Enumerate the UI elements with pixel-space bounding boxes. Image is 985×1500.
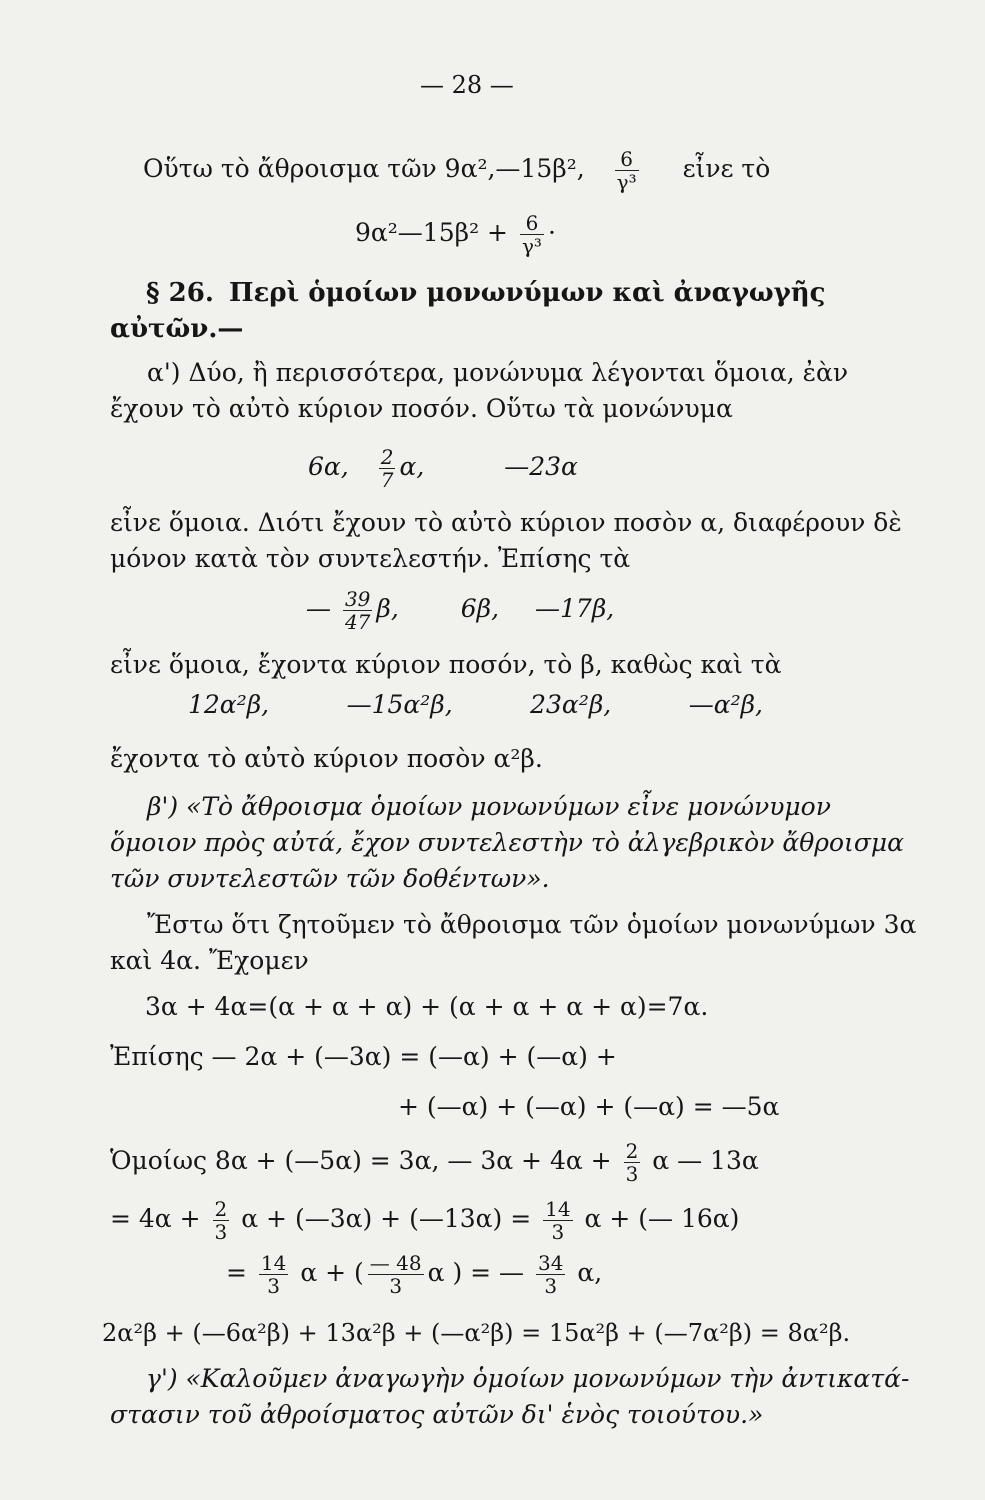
- text-line: εἶνε ὅμοια, ἔχοντα κύριον ποσόν, τὸ β, καθὼς καὶ τὰ: [110, 650, 782, 679]
- equation-text: α + (: [300, 1258, 364, 1287]
- formula-text: —: [306, 594, 331, 623]
- formula: [306, 588, 614, 633]
- fraction: $\frac{2}{3}$: [625, 1139, 639, 1186]
- section-number: § 26.: [146, 278, 214, 308]
- rule-text: γ') «Καλοῦμεν ἀναγωγὴν ὁμοίων μονωνύμων τὴν ἀντικατά-: [146, 1364, 910, 1393]
- rule-text: στασιν τοῦ ἀθροίσματος αὐτῶν δι' ἑνὸς τοιούτου.»: [110, 1400, 764, 1429]
- formula: [355, 212, 556, 257]
- fraction: $\frac{2}{7}$: [380, 445, 394, 492]
- equation-text: α — 13α: [652, 1146, 759, 1175]
- equation-text: Ὁμοίως 8α + (—5α) = 3α, — 3α + 4α +: [110, 1146, 612, 1175]
- rule-text: τῶν συντελεστῶν τῶν δοθέντων».: [110, 864, 550, 893]
- equation-text: α + (—3α) + (—13α) =: [241, 1204, 532, 1233]
- text-line: [143, 148, 770, 193]
- text-line: εἶνε ὅμοια. Διότι ἔχουν τὸ αὐτὸ κύριον ποσὸν α, διαφέρουν δὲ: [110, 508, 902, 537]
- equation: [226, 1252, 602, 1297]
- text-line: μόνον κατὰ τὸν συντελεστήν. Ἐπίσης τὰ: [110, 544, 631, 573]
- section-title-continued: αὐτῶν.—: [110, 314, 244, 344]
- formula-text: α,: [399, 452, 425, 481]
- equation: Ἐπίσης — 2α + (—3α) = (—α) + (—α) +: [110, 1042, 617, 1071]
- fraction: $\frac{34}{3}$: [538, 1251, 564, 1298]
- formula-text: ·: [547, 218, 556, 247]
- text: εἶνε τὸ: [682, 154, 771, 183]
- equation: 3α + 4α=(α + α + α) + (α + α + α + α)=7α.: [145, 992, 709, 1021]
- text: Οὕτω τὸ ἄθροισμα τῶν 9α²,—15β²,: [143, 154, 585, 183]
- formula-text: β,: [376, 594, 399, 623]
- equation: [110, 1198, 739, 1243]
- formula-text: —α²β,: [688, 690, 763, 719]
- formula-text: —15α²β,: [346, 690, 453, 719]
- fraction: $\frac{— 48}{3}$: [369, 1251, 422, 1298]
- formula: [308, 446, 578, 491]
- equation: + (—α) + (—α) + (—α) = —5α: [398, 1092, 780, 1121]
- fraction: $\frac{14}{3}$: [545, 1197, 571, 1244]
- fraction: $\frac{6}{\text{γ³}}$: [616, 147, 637, 194]
- equation-text: α ) = —: [427, 1258, 525, 1287]
- equation-text: α + (— 16α): [584, 1204, 740, 1233]
- fraction: $\frac{2}{3}$: [214, 1197, 228, 1244]
- fraction: $\frac{6}{\text{γ³}}$: [521, 211, 542, 258]
- equation: 2α²β + (—6α²β) + 13α²β + (—α²β) = 15α²β + (—7α²β) = 8α²β.: [102, 1319, 851, 1347]
- equation: [110, 1140, 759, 1185]
- fraction: $\frac{14}{3}$: [260, 1251, 287, 1298]
- equation-text: =: [226, 1258, 247, 1287]
- text-line: Ἔστω ὅτι ζητοῦμεν τὸ ἄθροισμα τῶν ὁμοίων μονωνύμων 3α: [147, 910, 917, 939]
- section-title: Περὶ ὁμοίων μονωνύμων καὶ ἀναγωγῆς: [228, 278, 826, 308]
- text-line: α') Δύο, ἢ περισσότερα, μονώνυμα λέγονται ὅμοια, ἐὰν: [147, 358, 849, 387]
- fraction: $\frac{39}{47}$: [344, 587, 371, 634]
- formula-text: 12α²β,: [188, 690, 270, 719]
- rule-text: β') «Τὸ ἄθροισμα ὁμοίων μονωνύμων εἶνε μονώνυμον: [147, 792, 831, 821]
- section-heading: [146, 278, 826, 308]
- formula-text: 6α,: [308, 452, 349, 481]
- formula-text: 6β,: [460, 594, 500, 623]
- equation-text: = 4α +: [110, 1204, 201, 1233]
- text-line: ἔχουν τὸ αὐτὸ κύριον ποσόν. Οὕτω τὰ μονώνυμα: [110, 394, 733, 423]
- formula-text: 23α²β,: [530, 690, 612, 719]
- formula: [188, 690, 763, 720]
- text-line: καὶ 4α. Ἔχομεν: [110, 946, 309, 975]
- page-number: — 28 —: [420, 71, 514, 99]
- formula-text: —23α: [504, 452, 578, 481]
- text-line: ἔχοντα τὸ αὐτὸ κύριον ποσὸν α²β.: [110, 744, 543, 773]
- equation-text: α,: [577, 1258, 603, 1287]
- formula-text: 9α²—15β² +: [355, 218, 508, 247]
- rule-text: ὅμοιον πρὸς αὐτά, ἔχον συντελεστὴν τὸ ἀλγεβρικὸν ἄθροισμα: [110, 828, 905, 857]
- formula-text: —17β,: [535, 594, 615, 623]
